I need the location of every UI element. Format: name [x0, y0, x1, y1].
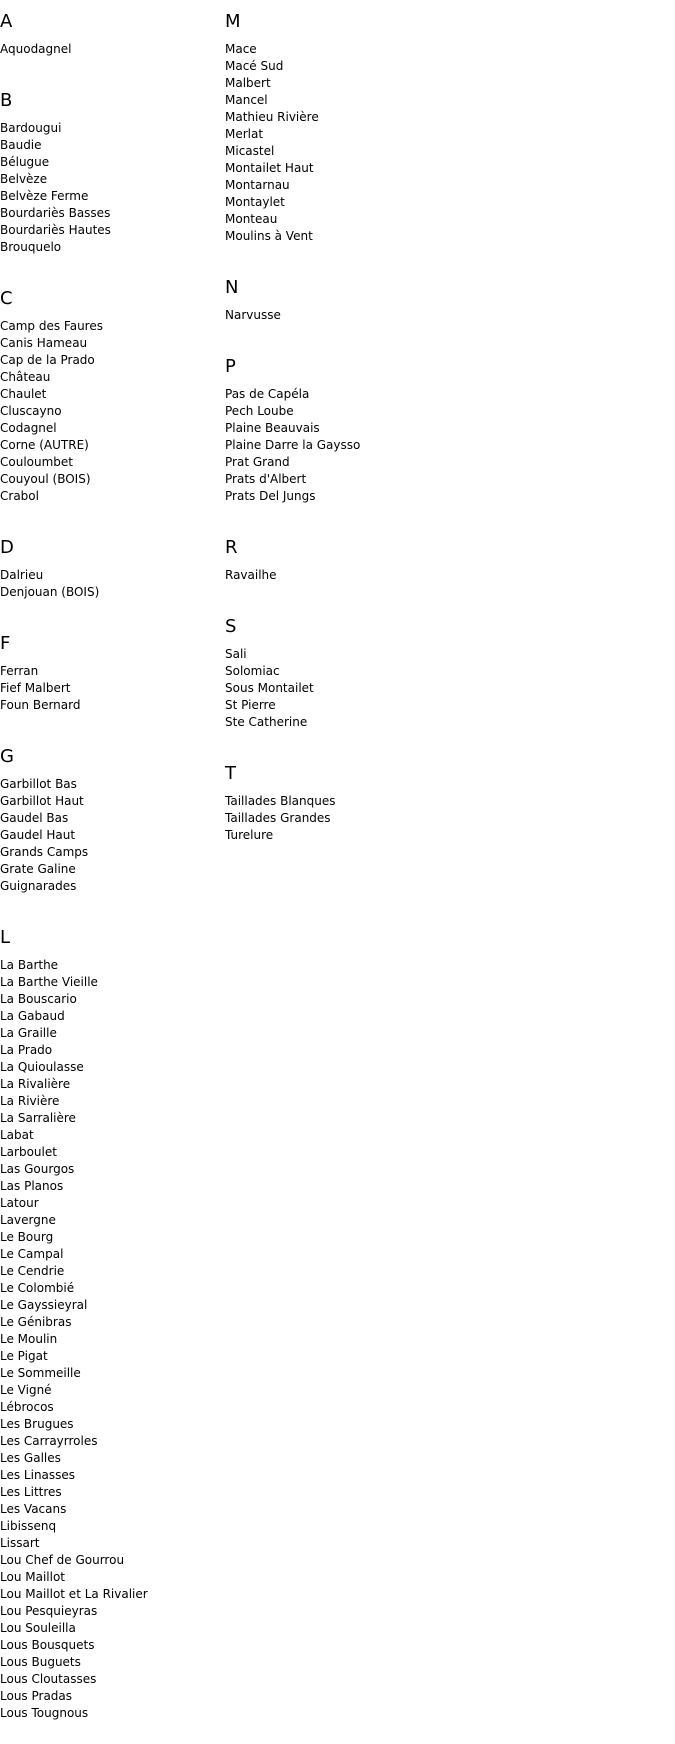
letter-group-s [225, 616, 655, 753]
place-name: Lou Chef de Gourrou [0, 1553, 125, 1567]
letter-group-f [0, 633, 224, 736]
place-name: Ravailhe [225, 568, 277, 582]
place-name: Prat Grand [225, 455, 290, 469]
letter-group-a [0, 11, 224, 80]
place-list [0, 41, 224, 58]
place-name: Lous Pradas [0, 1689, 73, 1703]
letter-heading: G [0, 746, 14, 767]
place-name: Lavergne [0, 1213, 56, 1227]
place-name: Ferran [0, 664, 39, 678]
place-name: La Quioulasse [0, 1060, 84, 1074]
place-name: Gaudel Haut [0, 828, 76, 842]
place-name: Camp des Faures [0, 319, 103, 333]
letter-group-l [0, 927, 224, 1744]
place-name: Dalrieu [0, 568, 44, 582]
letter-group-t [225, 763, 655, 866]
place-name: Belvèze [0, 172, 48, 186]
place-list [0, 318, 224, 505]
letter-group-r [225, 537, 655, 606]
place-name: Le Sommeille [0, 1366, 81, 1380]
place-name: Le Gayssieyral [0, 1298, 88, 1312]
letter-group-m [225, 11, 655, 267]
letter-heading: L [0, 927, 11, 948]
place-name: Labat [0, 1128, 34, 1142]
place-name: Gaudel Bas [0, 811, 69, 825]
place-name: Pech Loube [225, 404, 294, 418]
place-list [225, 567, 655, 584]
place-name: Montaylet [225, 195, 285, 209]
place-name: Foun Bernard [0, 698, 81, 712]
letter-group-b [0, 90, 224, 278]
letter-heading: D [0, 537, 14, 558]
place-name: Corne (AUTRE) [0, 438, 89, 452]
place-list [225, 793, 655, 844]
place-list [0, 776, 224, 895]
place-name: Micastel [225, 144, 275, 158]
place-name: Taillades Grandes [225, 811, 331, 825]
place-name: Grate Galine [0, 862, 76, 876]
place-name: La Barthe [0, 958, 59, 972]
place-name: La Barthe Vieille [0, 975, 98, 989]
right-column [225, 0, 655, 866]
letter-heading: T [225, 763, 236, 784]
place-name: Baudie [0, 138, 42, 152]
place-name: Cluscayno [0, 404, 62, 418]
place-name: Bourdariès Basses [0, 206, 111, 220]
place-name: Mancel [225, 93, 268, 107]
place-name: Prats Del Jungs [225, 489, 316, 503]
place-name: Solomiac [225, 664, 280, 678]
place-name: Lou Maillot et La Rivalier [0, 1587, 148, 1601]
place-list [225, 41, 655, 245]
place-name: Grands Camps [0, 845, 89, 859]
place-name: Lous Buguets [0, 1655, 81, 1669]
place-name: Le Campal [0, 1247, 64, 1261]
place-name: La Bouscario [0, 992, 77, 1006]
place-name: Chaulet [0, 387, 47, 401]
place-name: Fief Malbert [0, 681, 71, 695]
place-name: Codagnel [0, 421, 57, 435]
place-name: Lou Pesquieyras [0, 1604, 98, 1618]
place-name: Brouquelo [0, 240, 62, 254]
place-name: Las Planos [0, 1179, 64, 1193]
place-name: Lou Souleilla [0, 1621, 76, 1635]
place-name: Cap de la Prado [0, 353, 95, 367]
left-column [0, 0, 224, 1744]
place-name: Canis Hameau [0, 336, 88, 350]
place-name: Bourdariès Hautes [0, 223, 111, 237]
place-list [0, 120, 224, 256]
place-list [0, 957, 224, 1722]
place-name: Merlat [225, 127, 264, 141]
place-name: Le Vigné [0, 1383, 52, 1397]
place-name: Les Linasses [0, 1468, 76, 1482]
place-name: La Sarralière [0, 1111, 76, 1125]
place-name: Montailet Haut [225, 161, 314, 175]
place-name: Le Moulin [0, 1332, 58, 1346]
place-name: Las Gourgos [0, 1162, 75, 1176]
place-name: Ste Catherine [225, 715, 308, 729]
letter-group-d [0, 537, 224, 623]
place-name: La Graille [0, 1026, 57, 1040]
place-name: Les Vacans [0, 1502, 67, 1516]
place-name: Couloumbet [0, 455, 74, 469]
place-name: Lébrocos [0, 1400, 54, 1414]
place-name: Lous Tougnous [0, 1706, 89, 1720]
letter-heading: N [225, 277, 239, 298]
place-name: Sous Montailet [225, 681, 314, 695]
place-name: Libissenq [0, 1519, 57, 1533]
place-name: Crabol [0, 489, 39, 503]
place-name: Larboulet [0, 1145, 57, 1159]
place-name: Denjouan (BOIS) [0, 585, 100, 599]
place-name: Plaine Darre la Gaysso [225, 438, 361, 452]
place-name: Château [0, 370, 51, 384]
place-list [0, 663, 224, 714]
place-name: Pas de Capéla [225, 387, 310, 401]
letter-heading: P [225, 356, 236, 377]
place-name: Sali [225, 647, 247, 661]
place-name: Aquodagnel [0, 42, 72, 56]
place-list [225, 307, 655, 324]
place-name: Garbillot Haut [0, 794, 84, 808]
place-name: Les Littres [0, 1485, 62, 1499]
place-name: Guignarades [0, 879, 77, 893]
letter-group-c [0, 288, 224, 527]
letter-heading: C [0, 288, 13, 309]
place-name: Macé Sud [225, 59, 284, 73]
place-list [225, 386, 655, 505]
place-name: Monteau [225, 212, 278, 226]
place-name: Les Carrayrroles [0, 1434, 98, 1448]
place-name: Mace [225, 42, 257, 56]
place-name: Lous Cloutasses [0, 1672, 97, 1686]
place-name: Narvusse [225, 308, 281, 322]
letter-group-g [0, 746, 224, 917]
place-name: Les Brugues [0, 1417, 74, 1431]
place-name: Montarnau [225, 178, 290, 192]
letter-heading: A [0, 11, 13, 32]
letter-group-n [225, 277, 655, 346]
place-name: La Gabaud [0, 1009, 65, 1023]
place-name: La Rivière [0, 1094, 60, 1108]
place-name: Les Galles [0, 1451, 61, 1465]
letter-group-p [225, 356, 655, 527]
place-list [0, 567, 224, 601]
place-name: Lissart [0, 1536, 40, 1550]
place-name: Prats d'Albert [225, 472, 307, 486]
place-name: Taillades Blanques [225, 794, 336, 808]
place-name: La Prado [0, 1043, 53, 1057]
place-name: Latour [0, 1196, 39, 1210]
place-name: Le Bourg [0, 1230, 54, 1244]
place-name: Malbert [225, 76, 271, 90]
place-name: Belvèze Ferme [0, 189, 89, 203]
letter-heading: F [0, 633, 11, 654]
letter-heading: M [225, 11, 241, 32]
place-name: Lou Maillot [0, 1570, 65, 1584]
place-name: Le Génibras [0, 1315, 72, 1329]
letter-heading: R [225, 537, 238, 558]
place-name: Garbillot Bas [0, 777, 77, 791]
place-list [225, 646, 655, 731]
place-name: Turelure [225, 828, 274, 842]
place-name: Plaine Beauvais [225, 421, 320, 435]
place-name: Le Pigat [0, 1349, 48, 1363]
place-name: Le Cendrie [0, 1264, 65, 1278]
letter-heading: B [0, 90, 13, 111]
letter-heading: S [225, 616, 237, 637]
place-name: Mathieu Rivière [225, 110, 319, 124]
place-name: Bélugue [0, 155, 50, 169]
place-name: Le Colombié [0, 1281, 75, 1295]
place-name: Lous Bousquets [0, 1638, 95, 1652]
place-name: Couyoul (BOIS) [0, 472, 91, 486]
place-name: Moulins à Vent [225, 229, 313, 243]
place-name: St Pierre [225, 698, 276, 712]
place-name: Bardougui [0, 121, 62, 135]
place-name: La Rivalière [0, 1077, 71, 1091]
